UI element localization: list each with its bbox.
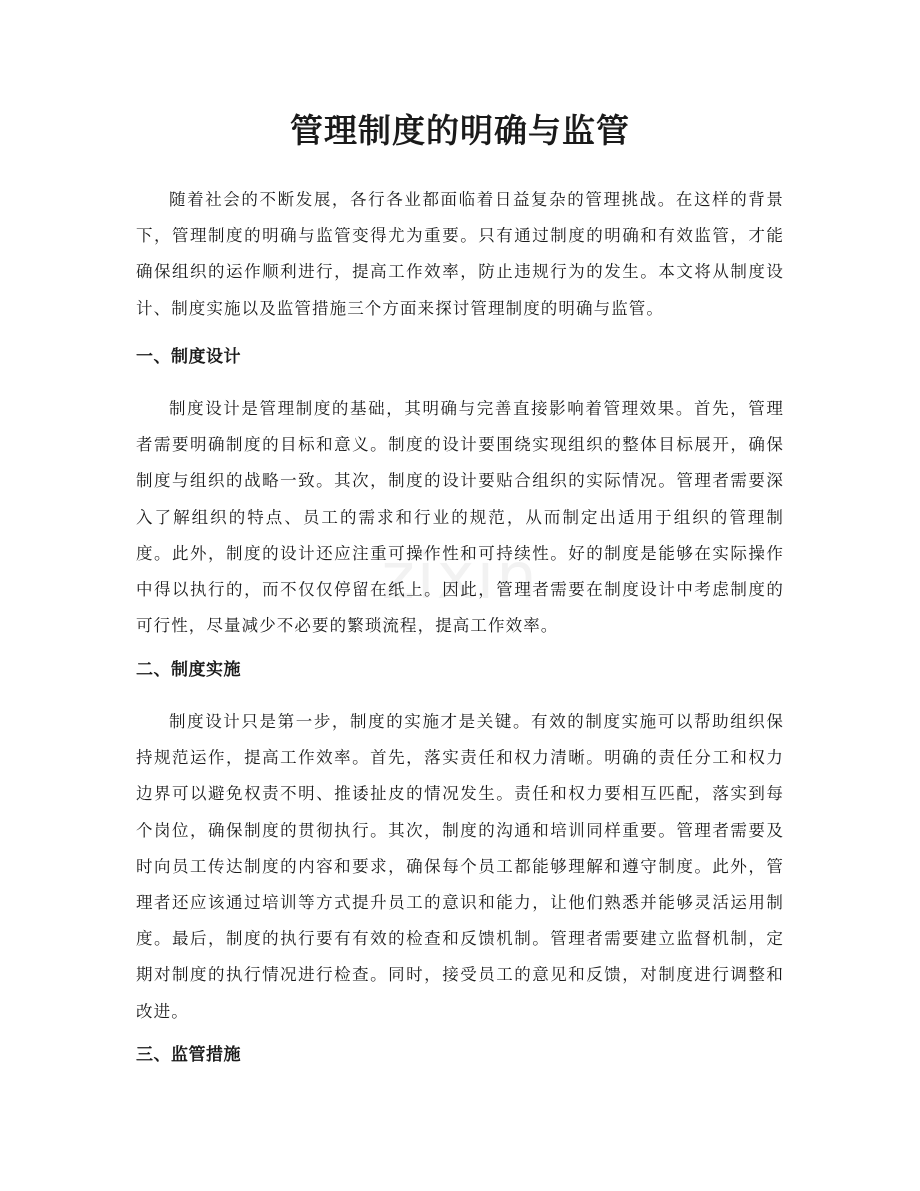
intro-paragraph: 随着社会的不断发展，各行各业都面临着日益复杂的管理挑战。在这样的背景下，管理制度的明确与监管变得尤为重要。只有通过制度的明确和有效监管，才能确保组织的运作顺利进行，提高工作效率，防止违规行为的发生。本文将从制度设计、制度实施以及监管措施三个方面来探讨管理制度的明确与监管。 [136, 190, 784, 318]
section-body-design: 制度设计是管理制度的基础，其明确与完善直接影响着管理效果。首先，管理者需要明确制度的目标和意义。制度的设计要围绕实现组织的整体目标展开，确保制度与组织的战略一致。其次，制度的设计要贴合组织的实际情况。管理者需要深入了解组织的特点、员工的需求和行业的规范，从而制定出适用于组织的管理制度。此外，制度的设计还应注重可操作性和可持续性。好的制度是能够在实际操作中得以执行的，而不仅仅停留在纸上。因此，管理者需要在制度设计中考虑制度的可行性，尽量减少不必要的繁琐流程，提高工作效率。 [136, 399, 784, 636]
section-body-implementation: 制度设计只是第一步，制度的实施才是关键。有效的制度实施可以帮助组织保持规范运作，提高工作效率。首先，落实责任和权力清晰。明确的责任分工和权力边界可以避免权责不明、推诿扯皮的情况发生。责任和权力要相互匹配，落实到每个岗位，确保制度的贯彻执行。其次，制度的沟通和培训同样重要。管理者需要及时向员工传达制度的内容和要求，确保每个员工都能够理解和遵守制度。此外，管理者还应该通过培训等方式提升员工的意识和能力，让他们熟悉并能够灵活运用制度。最后，制度的执行要有有效的检查和反馈机制。管理者需要建立监督机制，定期对制度的执行情况进行检查。同时，接受员工的意见和反馈，对制度进行调整和改进。 [136, 712, 784, 1021]
section-heading-implementation: 二、制度实施 [136, 660, 241, 680]
section-heading-design: 一、制度设计 [136, 347, 241, 367]
watermark: zixin [381, 540, 539, 614]
document-title: 管理制度的明确与监管 [290, 111, 630, 150]
section-heading-supervision: 三、监管措施 [136, 1045, 241, 1065]
